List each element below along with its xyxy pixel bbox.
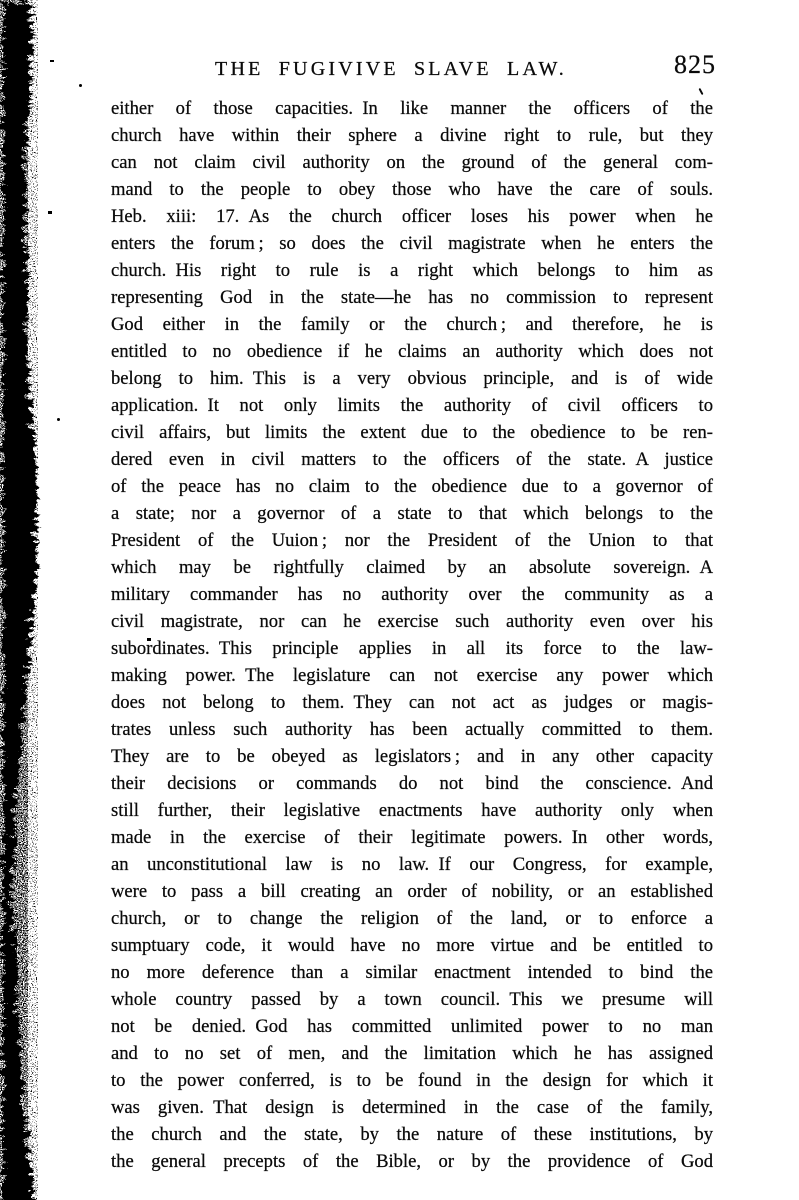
scan-speck [57,418,60,421]
running-title: THE FUGIVIVE SLAVE LAW. [215,58,567,80]
text-line: They are to be obeyed as legislators ; and in any other capacity [111,746,713,767]
text-line: enters the forum ; so does the civil magistrate when he enters the [111,233,713,254]
text-line: and to no set of men, and the limitation which he has assigned [111,1043,713,1064]
text-line: either of those capacities. In like manner the officers of the [111,98,713,119]
text-line: was given. That design is determined in the case of the family, [111,1097,713,1118]
text-line: making power. The legislature can not exercise any power which [111,665,713,686]
text-line: entitled to no obedience if he claims an authority which does not [111,341,713,362]
text-line: whole country passed by a town council. This we presume will [111,989,713,1010]
text-line: civil magistrate, nor can he exercise such authority even over his [111,611,713,632]
text-line: representing God in the state—he has no commission to represent [111,287,713,308]
text-line: Heb. xiii: 17. As the church officer loses his power when he [111,206,713,227]
text-line: church have within their sphere a divine right to rule, but they [111,125,713,146]
text-line: a state; nor a governor of a state to that which belongs to the [111,503,713,524]
text-line: church, or to change the religion of the land, or to enforce a [111,908,713,929]
page-number: 825 [674,50,716,79]
text-line: the church and the state, by the nature of these institutions, by [111,1124,713,1145]
text-line: does not belong to them. They can not act as judges or magis- [111,692,713,713]
text-line: subordinates. This principle applies in all its force to the law- [111,638,713,659]
scan-speck [79,84,82,87]
text-line: military commander has no authority over the community as a [111,584,713,605]
text-line: the general precepts of the Bible, or by the providence of God [111,1151,713,1172]
text-line: God either in the family or the church ; and therefore, he is [111,314,713,335]
body-text [111,95,713,1175]
text-line: an unconstitutional law is no law. If our Congress, for example, [111,854,713,875]
text-line: to the power conferred, is to be found in the design for which it [111,1070,713,1091]
text-line: civil affairs, but limits the extent due to the obedience to be ren- [111,422,713,443]
text-line: application. It not only limits the authority of civil officers to [111,395,713,416]
text-line: which may be rightfully claimed by an absolute sovereign. A [111,557,713,578]
text-line: their decisions or commands do not bind the conscience. And [111,773,713,794]
text-line: of the peace has no claim to the obedience due to a governor of [111,476,713,497]
text-line: were to pass a bill creating an order of nobility, or an established [111,881,713,902]
text-line: not be denied. God has committed unlimited power to no man [111,1016,713,1037]
text-line: still further, their legislative enactments have authority only when [111,800,713,821]
scan-speck [48,211,52,214]
text-line: dered even in civil matters to the officers of the state. A justice [111,449,713,470]
text-line: made in the exercise of their legitimate powers. In other words, [111,827,713,848]
text-line: no more deference than a similar enactment intended to bind the [111,962,713,983]
scan-speck [50,60,54,62]
text-line: President of the Uuion ; nor the President of the Union to that [111,530,713,551]
text-line: church. His right to rule is a right which belongs to him as [111,260,713,281]
text-line: belong to him. This is a very obvious principle, and is of wide [111,368,713,389]
scan-gutter-band [0,0,48,1200]
scan-speck [698,88,703,95]
text-line: trates unless such authority has been actually committed to them. [111,719,713,740]
text-line: mand to the people to obey those who have the care of souls. [111,179,713,200]
text-line: sumptuary code, it would have no more virtue and be entitled to [111,935,713,956]
text-line: can not claim civil authority on the ground of the general com- [111,152,713,173]
